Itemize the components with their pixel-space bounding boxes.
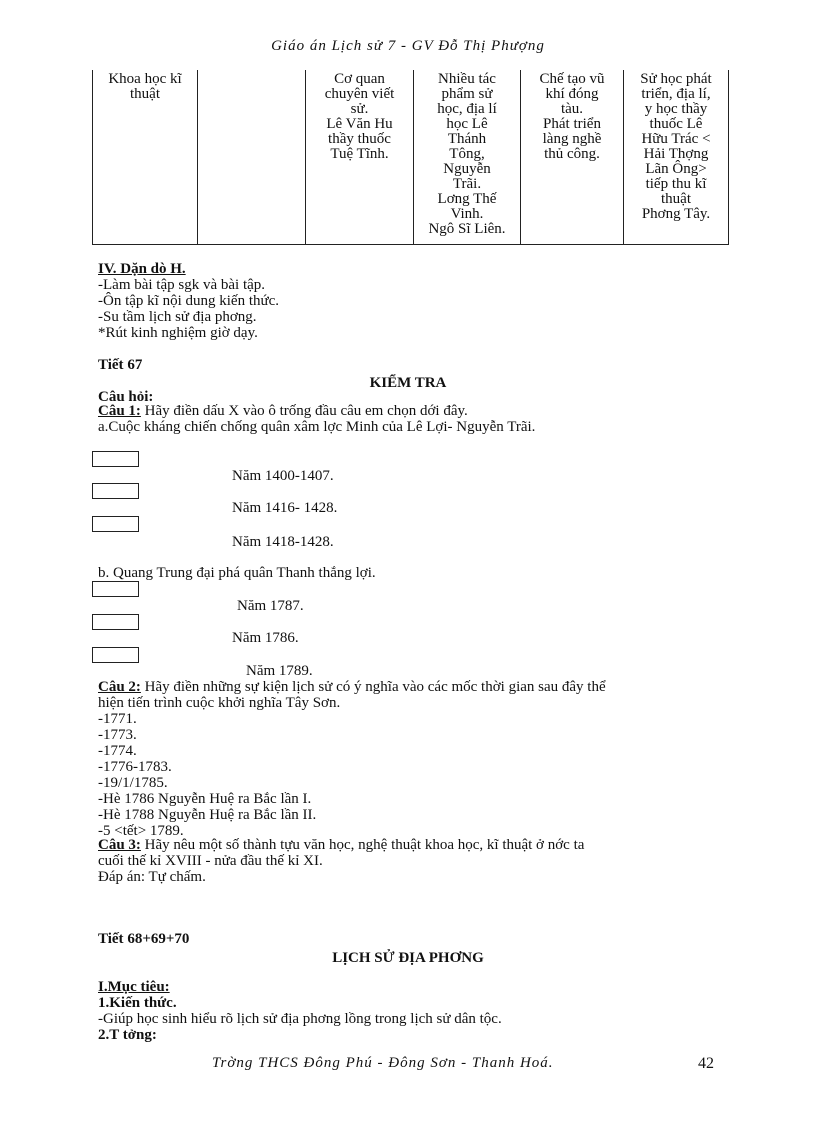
answer-checkbox[interactable] bbox=[92, 647, 139, 663]
cell-line: thầy thuốc bbox=[328, 131, 391, 147]
answer-option: Năm 1786. bbox=[232, 630, 299, 646]
question-3 bbox=[98, 838, 584, 853]
cell-line: Nguyễn bbox=[443, 161, 491, 177]
cell-line: Nhiều tác bbox=[438, 71, 496, 87]
answer-checkbox[interactable] bbox=[92, 581, 139, 597]
cell-line: học, địa lí bbox=[437, 101, 497, 117]
list-item: *Rút kinh nghiệm giờ dạy. bbox=[98, 325, 258, 341]
list-item: -1774. bbox=[98, 743, 137, 759]
list-item: -Làm bài tập sgk và bài tập. bbox=[98, 277, 266, 293]
cell-line: Ngô Sĩ Liên. bbox=[428, 221, 506, 237]
cell-line: Phát triển bbox=[543, 116, 601, 132]
cell-line: triển, địa lí, bbox=[641, 86, 711, 102]
lesson-number: 68+69+70 bbox=[127, 931, 190, 947]
lesson-label bbox=[98, 358, 142, 373]
list-item: -Su tầm lịch sử địa phơng. bbox=[98, 309, 257, 325]
cell-line: Tuệ Tĩnh. bbox=[330, 146, 389, 162]
list-item: -Hè 1788 Nguyễn Huệ ra Bắc lần II. bbox=[98, 807, 317, 823]
question-3-line2: cuối thế kỉ XVIII - nửa đầu thế kỉ XI. bbox=[98, 853, 323, 869]
cell-line: y học thầy bbox=[644, 101, 708, 117]
table-cell-history bbox=[306, 70, 414, 245]
cell-line: Phơng Tây. bbox=[641, 206, 711, 222]
question-1 bbox=[98, 404, 468, 419]
question-2-line2: hiện tiến trình cuộc khởi nghĩa Tây Sơn. bbox=[98, 695, 341, 711]
cell-line: Tông, bbox=[449, 146, 485, 162]
page-number: 42 bbox=[698, 1055, 714, 1072]
cell-line: Lãn Ông> bbox=[645, 161, 707, 177]
subsection-title: 2.T tởng: bbox=[98, 1027, 157, 1043]
question-label: Câu 2: bbox=[98, 679, 141, 695]
question-1b: b. Quang Trung đại phá quân Thanh thắng lợi. bbox=[98, 565, 376, 581]
list-item: -1776-1783. bbox=[98, 759, 172, 775]
cell-line: Lơng Thế bbox=[437, 191, 497, 207]
question-2 bbox=[98, 680, 606, 695]
table-cell-empty bbox=[198, 70, 306, 245]
cell-line: Hữu Trác < bbox=[641, 131, 711, 147]
cell-line: Lê Văn Hu bbox=[326, 116, 393, 132]
cell-line: phẩm sử bbox=[441, 86, 493, 102]
question-label: Câu 3: bbox=[98, 837, 141, 853]
page-header: Giáo án Lịch sử 7 - GV Đỗ Thị Phượng bbox=[271, 38, 545, 54]
answer-option: Năm 1418-1428. bbox=[232, 534, 334, 550]
answer-checkbox[interactable] bbox=[92, 451, 139, 467]
lesson-title: KIỂM TRA bbox=[369, 375, 447, 391]
cell-line: thuật bbox=[661, 191, 691, 207]
answer-checkbox[interactable] bbox=[92, 614, 139, 630]
question-1a: a.Cuộc kháng chiến chống quân xâm lợc Minh của Lê Lợi- Nguyễn Trãi. bbox=[98, 419, 536, 435]
table-cell-field bbox=[93, 70, 198, 245]
answer-option: Năm 1416- 1428. bbox=[232, 500, 338, 516]
cell-line: Sử học phát bbox=[640, 71, 712, 87]
achievements-table bbox=[92, 70, 729, 245]
cell-line: Thánh bbox=[447, 131, 487, 147]
list-item: -19/1/1785. bbox=[98, 775, 168, 791]
cell-line: Khoa học kĩ bbox=[108, 71, 182, 87]
answer-option: Năm 1789. bbox=[246, 663, 313, 679]
cell-line: học Lê bbox=[446, 116, 488, 132]
question-text: Hãy nêu một số thành tựu văn học, nghệ thuật khoa học, kĩ thuật ở nớc ta bbox=[140, 837, 585, 853]
lesson-number: 67 bbox=[127, 357, 143, 373]
section-title: IV. Dặn dò H. bbox=[98, 261, 186, 277]
cell-line: khí đóng bbox=[545, 86, 599, 102]
cell-line: tiếp thu kĩ bbox=[645, 176, 707, 192]
cell-line: Chế tạo vũ bbox=[539, 71, 605, 87]
question-text: Hãy điền những sự kiện lịch sử có ý nghĩa vào các mốc thời gian sau đây thể bbox=[140, 679, 606, 695]
answer-option: Năm 1400-1407. bbox=[232, 468, 334, 484]
page-footer: Trờng THCS Đông Phú - Đông Sơn - Thanh Hoá. bbox=[212, 1055, 554, 1071]
answer-note: Đáp án: Tự chấm. bbox=[98, 869, 206, 885]
cell-line: thuật bbox=[130, 86, 160, 102]
question-label: Câu 1: bbox=[98, 403, 141, 419]
answer-option: Năm 1787. bbox=[237, 598, 304, 614]
list-item: -Giúp học sinh hiểu rõ lịch sử địa phơng lồng trong lịch sử dân tộc. bbox=[98, 1011, 502, 1027]
questions-label: Câu hỏi: bbox=[98, 389, 154, 405]
table-cell-later bbox=[624, 70, 729, 245]
list-item: -5 <tết> 1789. bbox=[98, 823, 184, 839]
lesson-label-text: Tiết bbox=[98, 931, 128, 947]
list-item: -1771. bbox=[98, 711, 137, 727]
answer-checkbox[interactable] bbox=[92, 483, 139, 499]
subsection-title: 1.Kiến thức. bbox=[98, 995, 177, 1011]
cell-line: làng nghề bbox=[542, 131, 602, 147]
table-cell-technology bbox=[521, 70, 624, 245]
cell-line: Cơ quan bbox=[334, 71, 385, 87]
lesson-label-text: Tiết bbox=[98, 357, 128, 373]
cell-line: thuốc Lê bbox=[649, 116, 703, 132]
cell-line: Hải Thợng bbox=[643, 146, 709, 162]
lesson-label bbox=[98, 932, 189, 947]
cell-line: Vinh. bbox=[450, 206, 484, 222]
cell-line: tàu. bbox=[560, 101, 584, 117]
list-item: -Ôn tập kĩ nội dung kiến thức. bbox=[98, 293, 280, 309]
list-item: -1773. bbox=[98, 727, 137, 743]
cell-line: sử. bbox=[350, 101, 369, 117]
table-cell-works bbox=[414, 70, 521, 245]
question-text: Hãy điền dấu X vào ô trống đầu câu em chọn dới đây. bbox=[140, 403, 468, 419]
list-item: -Hè 1786 Nguyễn Huệ ra Bắc lần I. bbox=[98, 791, 312, 807]
cell-line: Trãi. bbox=[452, 176, 482, 192]
answer-checkbox[interactable] bbox=[92, 516, 139, 532]
cell-line: chuyên viết bbox=[324, 86, 395, 102]
lesson-title: LỊCH SỬ ĐỊA PHƠNG bbox=[332, 950, 484, 966]
cell-line: thủ công. bbox=[544, 146, 600, 162]
table-row bbox=[93, 70, 729, 245]
section-title: I.Mục tiêu: bbox=[98, 979, 170, 995]
